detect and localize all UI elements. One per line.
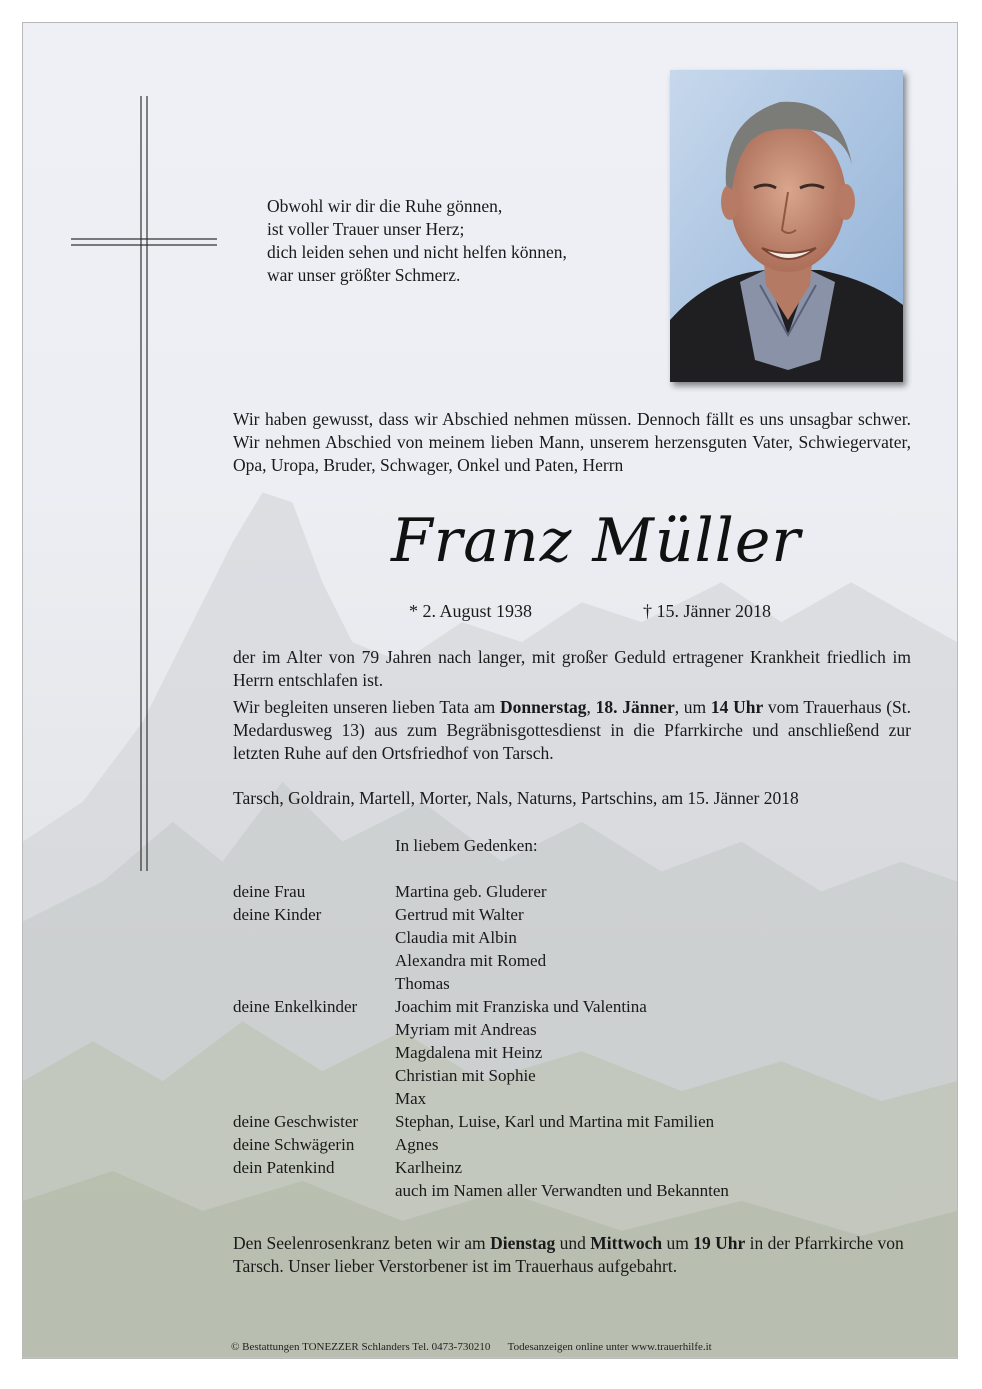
- mourner-names: [395, 1156, 462, 1179]
- mourner-label: deine Geschwister: [233, 1112, 359, 1131]
- footer-undertaker: © Bestattungen TONEZZER Schlanders Tel. 0473-730210: [231, 1341, 491, 1353]
- rosary-text: Den Seelenrosenkranz beten wir am Dienstag und Mittwoch um 19 Uhr in der Pfarrkirche von Tarsch. Unser lieber Verstorbener ist im Trauerhaus aufgebahrt.: [233, 1233, 904, 1276]
- deceased-name-text: Franz Müller: [390, 506, 802, 576]
- mourner-name: Alexandra mit Romed: [395, 951, 547, 970]
- mourner-name: Myriam mit Andreas: [395, 1020, 537, 1039]
- footer-website[interactable]: Todesanzeigen online unter www.trauerhilfe.it: [507, 1341, 712, 1353]
- death-date: † 15. Jänner 2018: [643, 601, 771, 621]
- mourner-name: Christian mit Sophie: [395, 1066, 536, 1085]
- deceased-name: [23, 501, 958, 581]
- places-date: Tarsch, Goldrain, Martell, Morter, Nals, Naturns, Partschins, am 15. Jänner 2018: [233, 788, 799, 808]
- mourner-name: Magdalena mit Heinz: [395, 1043, 543, 1062]
- poem-line: dich leiden sehen und nicht helfen können,: [267, 242, 567, 262]
- mourner-label: deine Kinder: [233, 905, 322, 924]
- mourner-label: dein Patenkind: [233, 1158, 335, 1177]
- mourner-name: Claudia mit Albin: [395, 928, 517, 947]
- passing-text: der im Alter von 79 Jahren nach langer, mit großer Geduld ertragener Krankheit friedlich im Herrn entschlafen ist.: [233, 647, 911, 690]
- poem-line: ist voller Trauer unser Herz;: [267, 219, 465, 239]
- mourner-label: deine Schwägerin: [233, 1135, 355, 1154]
- poem: [267, 195, 567, 287]
- mourner-names: [395, 880, 547, 903]
- poem-line: Obwohl wir dir die Ruhe gönnen,: [267, 196, 503, 216]
- mourner-name: Agnes: [395, 1135, 439, 1154]
- poem-line: war unser größter Schmerz.: [267, 265, 461, 285]
- mourner-names: [395, 1133, 438, 1156]
- mourner-name: Karlheinz: [395, 1158, 463, 1177]
- funeral-text: Wir begleiten unseren lieben Tata am Donnerstag, 18. Jänner, um 14 Uhr vom Trauerhaus (St. Medardusweg 13) aus zum Begräbnisgottesdienst in die Pfarrkirche und anschließend zur letzten Ruhe auf den Ortsfriedhof von Tarsch.: [233, 697, 912, 763]
- mourner-name: Joachim mit Franziska und Valentina: [395, 997, 647, 1016]
- mourner-name: Thomas: [395, 974, 450, 993]
- mourner-label: deine Enkelkinder: [233, 997, 358, 1016]
- mourner-name: auch im Namen aller Verwandten und Bekannten: [395, 1181, 729, 1200]
- mourner-names: [395, 1110, 714, 1133]
- mourner-name: Martina geb. Gluderer: [395, 882, 547, 901]
- portrait-photo: [670, 70, 903, 382]
- mourner-name: Max: [395, 1089, 427, 1108]
- cross-icon: [23, 23, 243, 883]
- mourner-label: deine Frau: [233, 882, 306, 901]
- footer: [231, 1341, 712, 1353]
- mourner-names: [395, 903, 546, 995]
- obituary-sheet: [22, 22, 958, 1359]
- mourner-name: Stephan, Luise, Karl und Martina mit Familien: [395, 1112, 715, 1131]
- memory-heading: In liebem Gedenken:: [395, 836, 538, 855]
- mourner-names: [395, 1179, 729, 1202]
- mourner-name: Gertrud mit Walter: [395, 905, 524, 924]
- mourner-names: [395, 995, 647, 1110]
- birth-date: * 2. August 1938: [409, 601, 533, 621]
- intro-text: Wir haben gewusst, dass wir Abschied nehmen müssen. Dennoch fällt es uns unsagbar schwer. Wir nehmen Abschied von meinem lieben Mann, unserem herzensguten Vater, Schwiegervater, Opa, Uropa, Bruder, Schwager, Onkel und Paten, Herrn: [233, 409, 911, 475]
